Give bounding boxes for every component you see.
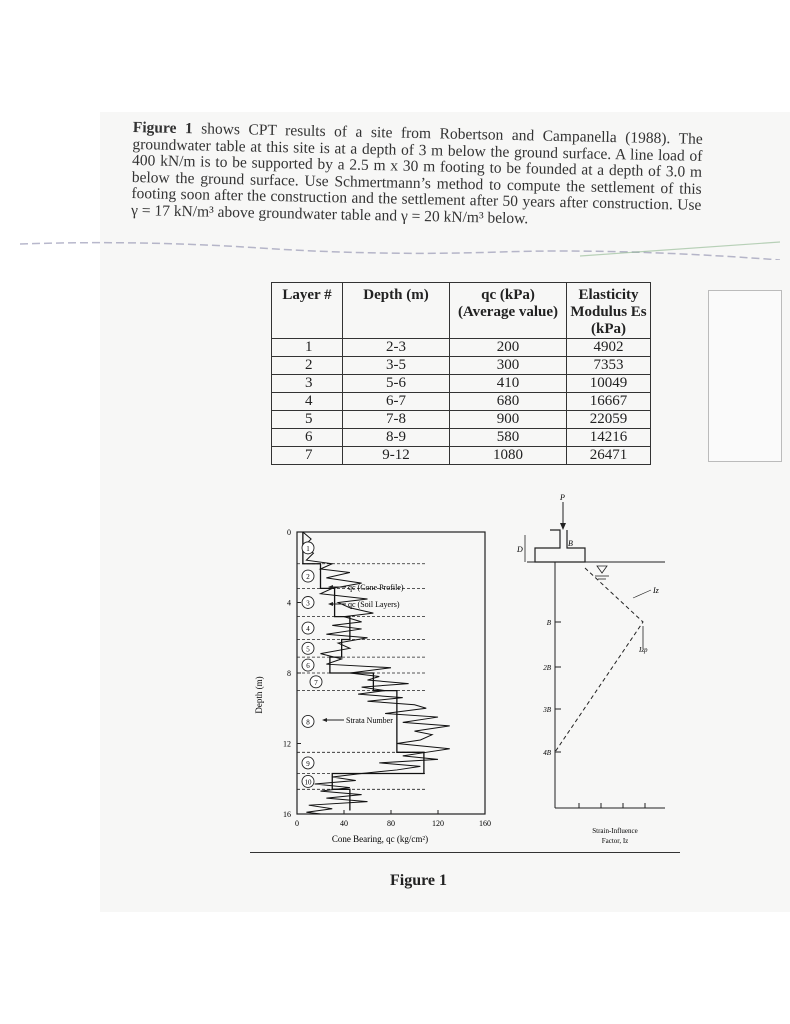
influence-depth-marks [542, 619, 645, 808]
strata-number: 7 [314, 678, 318, 687]
width-label: B [568, 539, 573, 548]
strain-influence-curve [555, 568, 643, 752]
col-layer: Layer # [272, 283, 343, 339]
strata-number: 4 [306, 625, 310, 634]
strain-influence-diagram [505, 490, 675, 860]
strata-number: 2 [306, 573, 310, 582]
depth-mark-label: 4B [543, 749, 551, 757]
influence-xlabel-line2: Factor, Iz [601, 837, 629, 845]
cell-qc: 680 [450, 393, 567, 411]
cell-depth: 6-7 [343, 393, 450, 411]
y-tick-label: 16 [283, 810, 291, 819]
cell-layer: 6 [272, 429, 343, 447]
strata-number: 9 [306, 759, 310, 768]
strata-number-label: Strata Number [346, 716, 393, 725]
table-row [272, 429, 651, 447]
cell-depth: 5-6 [343, 375, 450, 393]
strata-number: 5 [306, 645, 310, 654]
influence-xlabel-line1: Strain-Influence [592, 827, 638, 835]
cell-layer: 7 [272, 447, 343, 465]
strata-number: 10 [304, 778, 312, 787]
cell-qc: 580 [450, 429, 567, 447]
depth-mark-label: 3B [543, 706, 551, 714]
bleed-through-box [708, 290, 782, 462]
x-tick-label: 120 [432, 819, 444, 828]
x-tick-label: 0 [295, 819, 299, 828]
cell-depth: 9-12 [343, 447, 450, 465]
y-tick-label: 0 [287, 528, 291, 537]
y-axis-label: Depth (m) [254, 676, 264, 714]
cell-qc: 900 [450, 411, 567, 429]
x-axis-label: Cone Bearing, qc (kg/cm²) [331, 834, 429, 844]
cell-depth: 8-9 [343, 429, 450, 447]
problem-statement [131, 120, 703, 231]
cell-es: 26471 [567, 447, 651, 465]
x-tick-label: 160 [479, 819, 491, 828]
figure-reference: Figure 1 [132, 119, 193, 138]
x-tick-label: 80 [387, 819, 395, 828]
table-row [272, 339, 651, 357]
table-header-row [272, 283, 651, 339]
table-row [272, 393, 651, 411]
cell-es: 14216 [567, 429, 651, 447]
cell-es: 10049 [567, 375, 651, 393]
pen-scribble [20, 230, 780, 260]
x-tick-label: 40 [340, 819, 348, 828]
table-row [272, 447, 651, 465]
y-tick-label: 4 [287, 598, 291, 608]
cell-qc: 300 [450, 357, 567, 375]
load-label: P [560, 493, 565, 502]
figure-rule [250, 852, 680, 853]
cell-es: 4902 [567, 339, 651, 357]
strata-number: 6 [306, 662, 310, 671]
col-qc: qc (kPa) (Average value) [450, 283, 567, 339]
cell-depth: 3-5 [343, 357, 450, 375]
cell-depth: 7-8 [343, 411, 450, 429]
problem-text: shows CPT results of a site from Robertson and Campanella (1988). The groundwater table at this site is at a depth of 3 m below the ground surface. A line load of 400 kN/m is to be supported by a 2.5 m x 30 m footing to be founded at a depth of 3.0 m below the ground surface. Use Schmertmann’s method to compute the settlement of this footing soon after the construction and the settlement after 50 years after construction. Use γ = 17 kN/m³ above groundwater table and γ = 20 kN/m³ below. [130, 120, 703, 227]
cell-layer: 4 [272, 393, 343, 411]
cpt-chart [250, 520, 500, 850]
cell-layer: 3 [272, 375, 343, 393]
cell-layer: 2 [272, 357, 343, 375]
izp-label: Izp [639, 646, 648, 654]
cell-qc: 1080 [450, 447, 567, 465]
y-tick-label: 12 [283, 739, 291, 749]
footing-shape [527, 502, 665, 562]
legend-soil-layers: qc (Soil Layers) [348, 600, 400, 609]
strata-number: 3 [306, 599, 310, 608]
depth-mark-label: B [546, 619, 551, 627]
col-es: Elasticity Modulus Es (kPa) [567, 283, 651, 339]
cell-layer: 1 [272, 339, 343, 357]
strata-numbers [302, 542, 322, 788]
iz-label: Iz [653, 586, 659, 595]
strata-number: 1 [306, 544, 310, 553]
cpt-layers-table [271, 282, 651, 465]
table-row [272, 357, 651, 375]
y-tick-label: 8 [287, 669, 291, 678]
cell-es: 22059 [567, 411, 651, 429]
legend-cone-profile: qc (Cone Profile) [348, 583, 404, 592]
cpt-plot-frame [297, 532, 485, 814]
table-row [272, 411, 651, 429]
cell-layer: 5 [272, 411, 343, 429]
cell-es: 7353 [567, 357, 651, 375]
cell-es: 16667 [567, 393, 651, 411]
water-table-icon [595, 566, 609, 579]
depth-mark-label: 2B [543, 664, 551, 672]
col-depth: Depth (m) [343, 283, 450, 339]
strata-number: 8 [306, 718, 310, 727]
table-row [272, 375, 651, 393]
figure-caption: Figure 1 [390, 872, 448, 889]
depth-label: D [517, 545, 523, 554]
cell-qc: 200 [450, 339, 567, 357]
cell-qc: 410 [450, 375, 567, 393]
cell-depth: 2-3 [343, 339, 450, 357]
